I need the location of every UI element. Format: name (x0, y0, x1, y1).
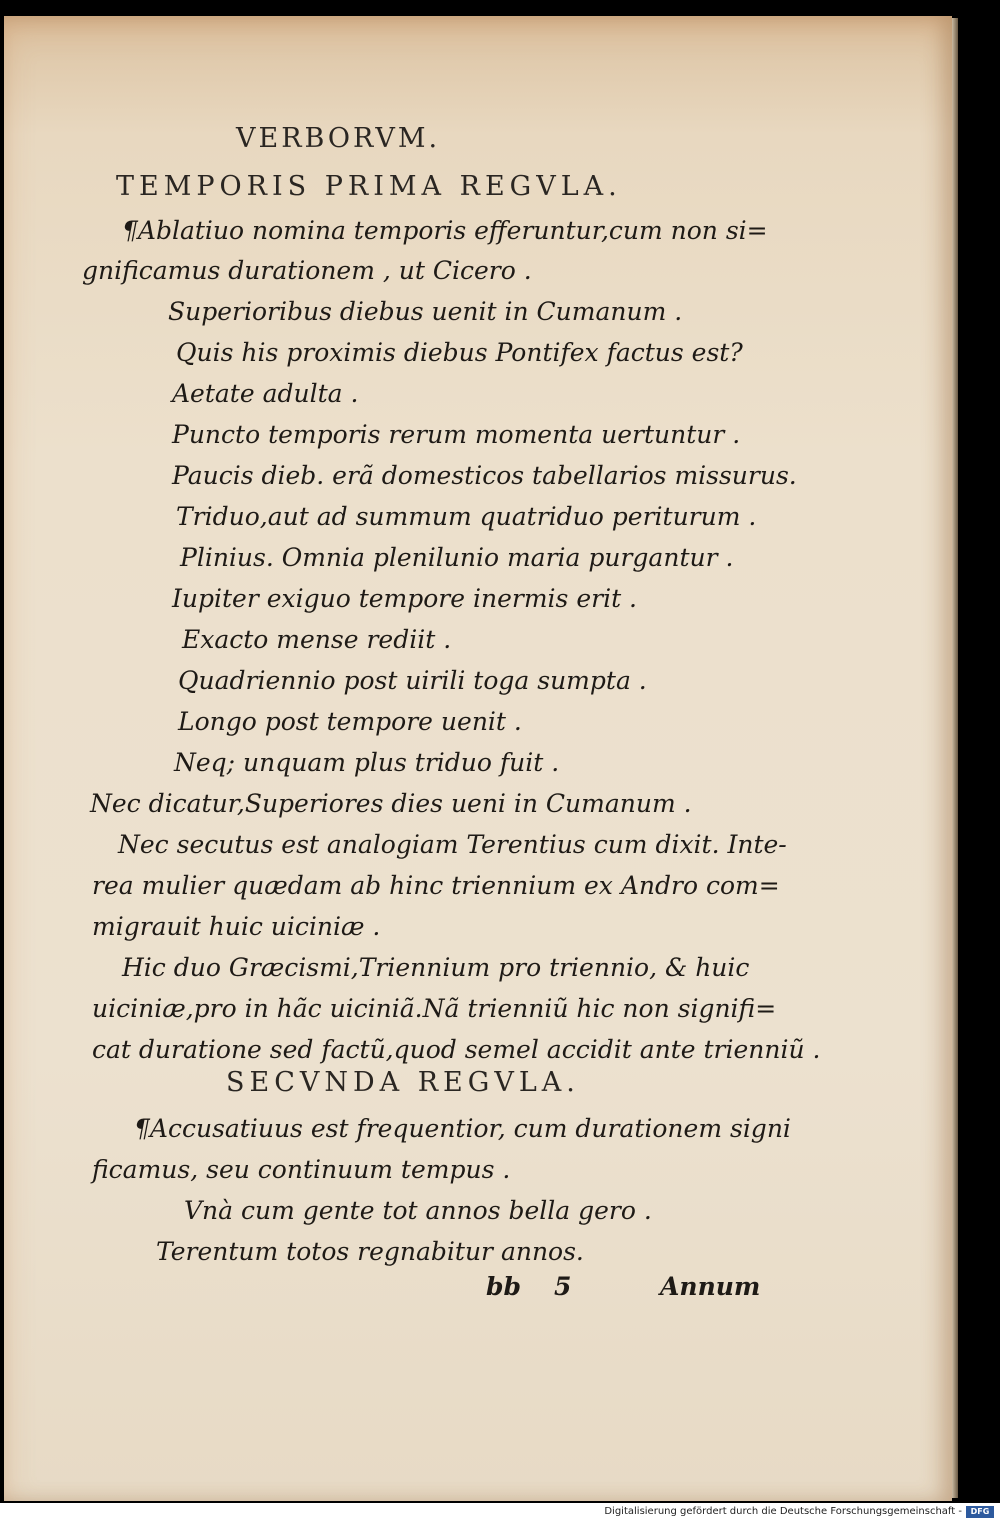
example-line: Iupiter exiguo tempore inermis erit . (172, 584, 638, 613)
example-line: Plinius. Omnia plenilunio maria purgantur . (180, 543, 734, 572)
text-line: ficamus, seu continuum tempus . (92, 1155, 511, 1184)
example-line: Vnà cum gente tot annos bella gero . (184, 1196, 652, 1225)
text-line: rea mulier quædam ab hinc triennium ex Andro com= (92, 871, 780, 900)
text-line: Hic duo Græcismi,Triennium pro triennio, & huic (122, 953, 750, 982)
text-line: cat duratione sed factũ,quod semel accidit ante trienniũ . (92, 1035, 821, 1064)
signature-number: 5 (554, 1272, 572, 1301)
text-line: ¶Ablatiuo nomina temporis efferuntur,cum non si= (122, 216, 768, 245)
example-line: Paucis dieb. erã domesticos tabellarios missurus. (172, 461, 797, 490)
digitization-footer (0, 1503, 1000, 1521)
example-line: Puncto temporis rerum momenta uertuntur . (172, 420, 741, 449)
page-edge (952, 18, 958, 1498)
text-line: gnificamus durationem , ut Cicero . (82, 256, 532, 285)
example-line: Exacto mense rediit . (182, 625, 452, 654)
text-line: Nec secutus est analogiam Terentius cum dixit. Inte- (118, 830, 787, 859)
dfg-logo: DFG (966, 1506, 994, 1518)
rule-heading-2: SECVNDA REGVLA. (226, 1067, 580, 1098)
example-line: Quis his proximis diebus Pontifex factus est? (176, 338, 743, 367)
catchword: Annum (660, 1272, 761, 1301)
example-line: Longo post tempore uenit . (178, 707, 522, 736)
example-line: Aetate adulta . (172, 379, 359, 408)
text-line: Nec dicatur,Superiores dies ueni in Cumanum . (90, 789, 692, 818)
example-line: Triduo,aut ad summum quatriduo periturum . (176, 502, 757, 531)
example-line: Neq; unquam plus triduo fuit . (174, 748, 560, 777)
example-line: Superioribus diebus uenit in Cumanum . (168, 297, 683, 326)
signature-mark: bb (486, 1272, 521, 1301)
book-page (4, 16, 952, 1501)
text-line: ¶Accusatiuus est frequentior, cum durationem signi (134, 1114, 791, 1143)
text-line: uiciniæ,pro in hãc uiciniã.Nã trienniũ hic non signifi= (92, 994, 777, 1023)
example-line: Terentum totos regnabitur annos. (156, 1237, 584, 1266)
funding-credit: Digitalisierung gefördert durch die Deutsche Forschungsgemeinschaft - (604, 1506, 962, 1517)
text-line: migrauit huic uiciniæ . (92, 912, 381, 941)
example-line: Quadriennio post uirili toga sumpta . (178, 666, 647, 695)
running-head: VERBORVM. (236, 123, 441, 154)
rule-heading-1: TEMPORIS PRIMA REGVLA. (116, 171, 622, 202)
